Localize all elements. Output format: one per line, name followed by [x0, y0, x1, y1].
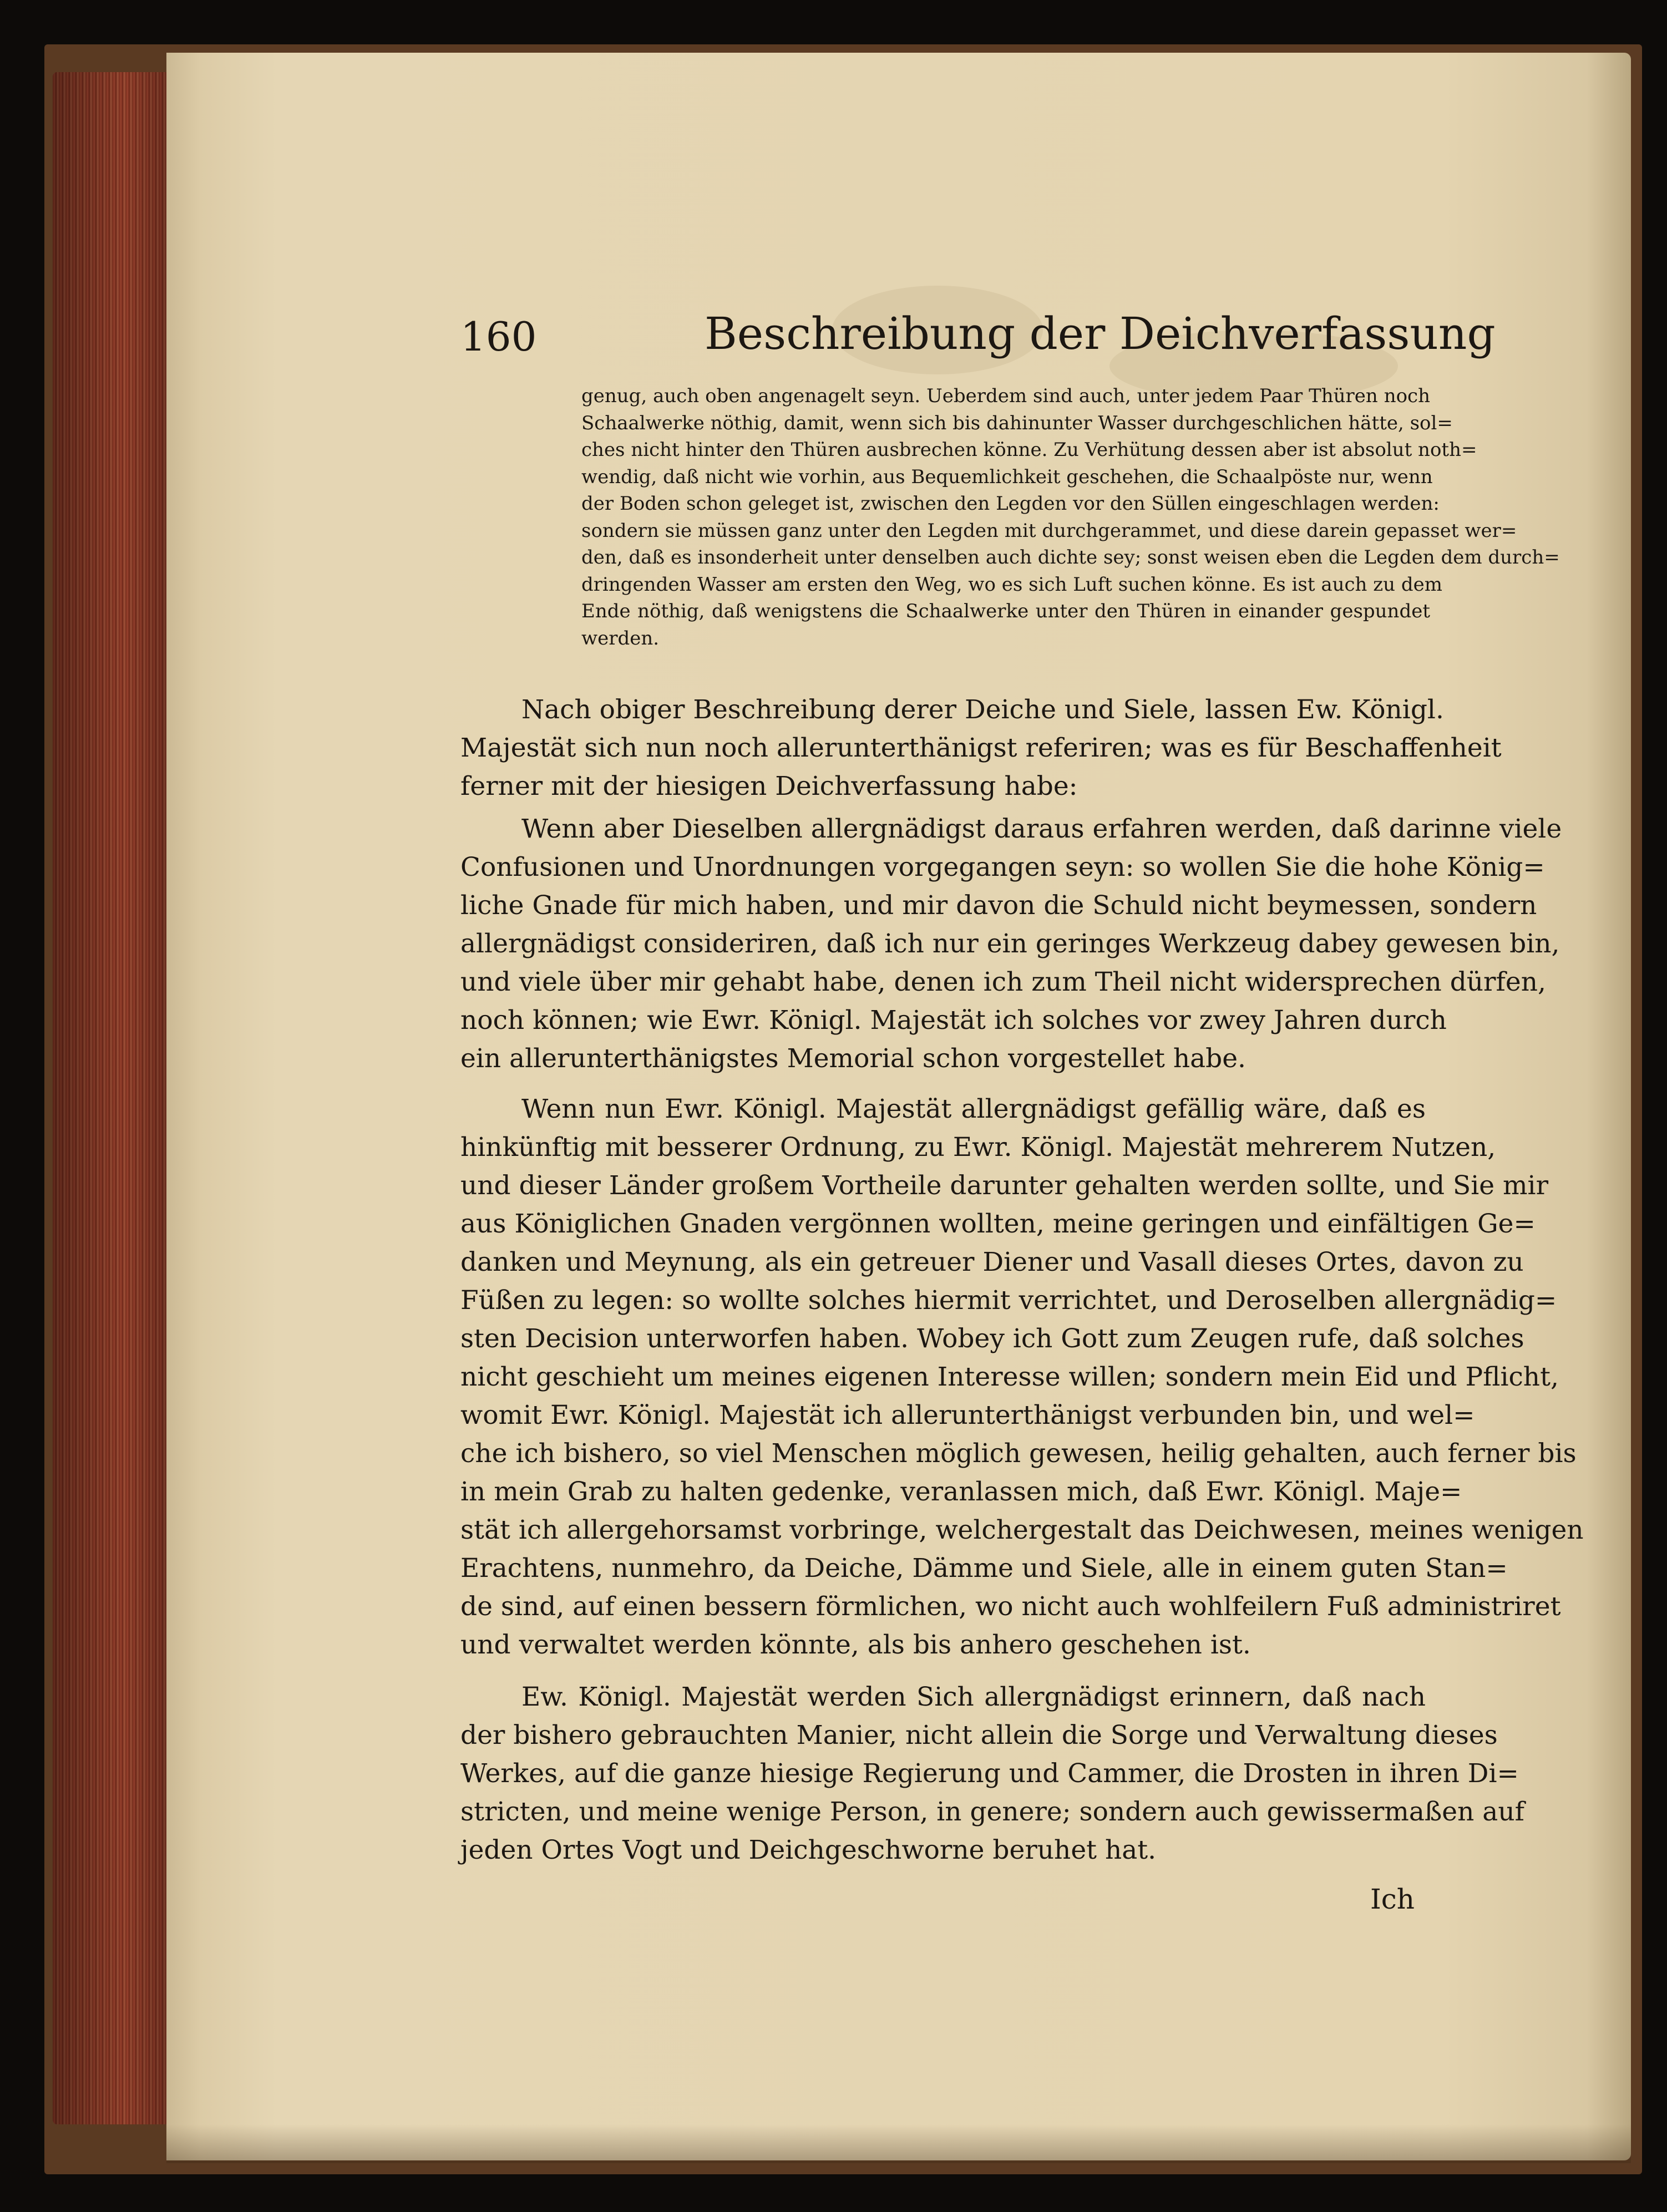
body-line: nicht geschieht um meines eigenen Interesse willen; sondern mein Eid und Pflicht,: [460, 1362, 1559, 1392]
footnote-line: dringenden Wasser am ersten den Weg, wo es sich Luft suchen könne. Es ist auch zu dem: [581, 573, 1442, 596]
body-line: Confusionen und Unordnungen vorgegangen seyn: so wollen Sie die hohe König=: [460, 852, 1545, 882]
body-line: womit Ewr. Königl. Majestät ich allerunterthänigst verbunden bin, und wel=: [460, 1400, 1475, 1430]
body-line: allergnädigst considеriren, daß ich nur ein geringes Werkzeug dabey gewesen bin,: [460, 929, 1560, 959]
body-line: Ew. Königl. Majestät werden Sich allergnädigst erinnern, daß nach: [521, 1682, 1426, 1712]
body-line: de sind, auf einen bessern förmlichen, wo nicht auch wohlfeilern Fuß administriret: [460, 1591, 1561, 1622]
catchword: Ich: [1370, 1883, 1415, 1915]
body-line: Majestät sich nun noch allerunterthänigst referiren; was es für Beschaffenheit: [460, 733, 1502, 763]
body-line: Werkes, auf die ganze hiesige Regierung und Cammer, die Drosten in ihren Di=: [460, 1758, 1519, 1789]
body-line: Erachtens, nunmehro, da Deiche, Dämme und Siele, alle in einem guten Stan=: [460, 1553, 1508, 1584]
page-header: [460, 308, 1496, 369]
paragraph-1: [460, 691, 1502, 805]
page-number: 160: [460, 313, 537, 360]
page-edges-shade: [53, 72, 172, 2124]
paragraph-2: [460, 810, 1562, 1078]
footnote-line: Ende nöthig, daß wenigstens die Schaalwerke unter den Thüren in einander gespundet: [581, 600, 1430, 622]
paragraph-4: [460, 1678, 1524, 1869]
footnote-line: werden.: [581, 627, 660, 650]
footnote-line: genug, auch oben angenagelt seyn. Ueberdem sind auch, unter jedem Paar Thüren noch: [581, 385, 1430, 407]
footnote-line: der Boden schon geleget ist, zwischen den Legden vor den Süllen eingeschlagen werden:: [581, 493, 1440, 515]
page-shadow: [166, 2124, 1631, 2163]
body-line: Nach obiger Beschreibung derer Deiche und Siele, lassen Ew. Königl.: [521, 694, 1444, 725]
paragraph-3: [460, 1090, 1584, 1664]
body-line: stricten, und meine wenige Person, in genere; sondern auch gewissermaßen auf: [460, 1797, 1524, 1827]
footnote-line: Schaalwerke nöthig, damit, wenn sich bis dahinunter Wasser durchgeschlichen hätte, sol=: [581, 412, 1453, 434]
body-line: hinkünftig mit besserer Ordnung, zu Ewr. Königl. Majestät mehrerem Nutzen,: [460, 1132, 1496, 1163]
body-line: in mein Grab zu halten gedenke, veranlassen mich, daß Ewr. Königl. Maje=: [460, 1477, 1462, 1507]
body-line: che ich bishero, so viel Menschen möglich gewesen, heilig gehalten, auch ferner bis: [460, 1438, 1577, 1469]
body-line: und dieser Länder großem Vortheile darunter gehalten werden sollte, und Sie mir: [460, 1170, 1549, 1201]
body-line: und viele über mir gehabt habe, denen ich zum Theil nicht widersprechen dürfen,: [460, 967, 1546, 997]
body-line: und verwaltet werden könnte, als bis anhero geschehen ist.: [460, 1630, 1251, 1660]
body-line: Füßen zu legen: so wollte solches hiermit verrichtet, und Deroselben allergnädig=: [460, 1285, 1557, 1316]
footnote-block: [581, 383, 1560, 652]
body-line: Wenn aber Dieselben allergnädigst daraus erfahren werden, daß darinne viele: [521, 814, 1562, 844]
body-line: ferner mit der hiesigen Deichverfassung habe:: [460, 771, 1078, 801]
footnote-line: den, daß es insonderheit unter denselben auch dichte sey; sonst weisen eben die Legden dem durch=: [581, 546, 1560, 569]
body-line: liche Gnade für mich haben, und mir davon die Schuld nicht beymessen, sondern: [460, 890, 1537, 921]
footnote-line: ches nicht hinter den Thüren ausbrechen könne. Zu Verhütung dessen aber ist absolut noth=: [581, 439, 1477, 461]
body-line: Wenn nun Ewr. Königl. Majestät allergnädigst gefällig wäre, daß es: [521, 1094, 1426, 1124]
body-line: noch können; wie Ewr. Königl. Majestät ich solches vor zwey Jahren durch: [460, 1005, 1447, 1036]
body-line: der bishero gebrauchten Manier, nicht allein die Sorge und Verwaltung dieses: [460, 1720, 1498, 1751]
body-line: ein allerunterthänigstes Memorial schon vorgestellet habe.: [460, 1043, 1246, 1074]
footnote-line: sondern sie müssen ganz unter den Legden mit durchgerammet, und diese darein gepasset wer=: [581, 519, 1517, 542]
body-line: stät ich allergehorsamst vorbringe, welchergestalt das Deichwesen, meines wenigen: [460, 1515, 1584, 1545]
body-line: aus Königlichen Gnaden vergönnen wollten, meine geringen und einfältigen Ge=: [460, 1209, 1536, 1239]
footnote-line: wendig, daß nicht wie vorhin, aus Bequemlichkeit geschehen, die Schaalpöste nur, wenn: [581, 465, 1433, 488]
body-line: danken und Meynung, als ein getreuer Diener und Vasall dieses Ortes, davon zu: [460, 1247, 1524, 1277]
body-line: sten Decision unterworfen haben. Wobey ich Gott zum Zeugen rufe, daß solches: [460, 1323, 1524, 1354]
running-title: Beschreibung der Deichverfassung: [705, 308, 1496, 359]
body-line: jeden Ortes Vogt und Deichgeschworne beruhet hat.: [460, 1835, 1157, 1865]
